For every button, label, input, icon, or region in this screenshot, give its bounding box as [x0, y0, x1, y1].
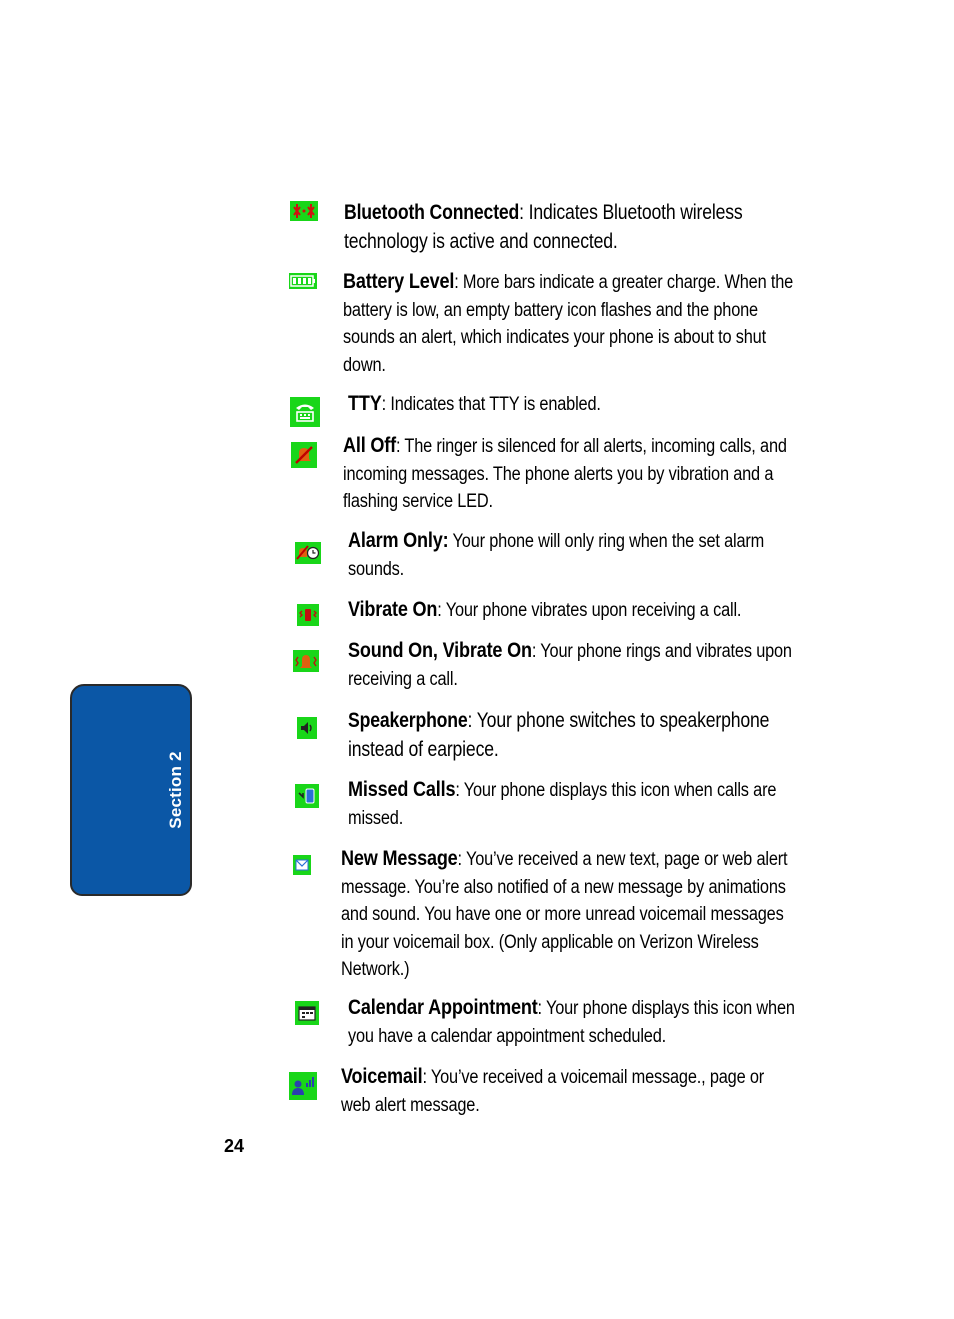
- entry-new-message: [341, 845, 797, 984]
- entry-desc: : More bars indicate a greater charge. When the battery is low, an empty battery icon flashes and the phone sounds an alert, which indicates your phone is about to shut down.: [343, 272, 794, 376]
- entry-desc: : Your phone switches to speakerphone instead of earpiece.: [348, 709, 770, 761]
- sound-on-vibrate-on-icon: [293, 650, 319, 672]
- tty-icon: [290, 397, 320, 427]
- entry-desc: : You’ve received a new text, page or web alert message. You’re also notified of a new message by animations and sound. You have one or more unread voicemail messages in your voicemail box. (Only applicable on Verizon Wireless Network.): [341, 849, 788, 980]
- entry-alarm-only: [348, 527, 795, 583]
- section-tab-label: Section 2: [166, 751, 185, 829]
- entry-desc: : Indicates that TTY is enabled.: [381, 394, 601, 415]
- entry-vibrate-on: [348, 596, 795, 625]
- entry-term: All Off: [343, 434, 396, 457]
- all-off-icon: [291, 442, 317, 468]
- entry-term: Missed Calls: [348, 778, 456, 801]
- entry-sound-on-vibrate-on: [348, 637, 795, 693]
- entry-bluetooth-connected: [344, 198, 781, 256]
- entry-desc: Your phone will only ring when the set alarm sounds.: [348, 531, 765, 580]
- entry-desc: : Indicates Bluetooth wireless technology is active and connected.: [344, 201, 743, 253]
- entry-desc: : The ringer is silenced for all alerts, incoming calls, and incoming messages. The phone alerts you by vibration and a flashing service LED.: [343, 436, 787, 512]
- new-message-icon: [293, 855, 311, 875]
- entry-desc: : Your phone rings and vibrates upon receiving a call.: [348, 641, 792, 690]
- entry-term: Calendar Appointment: [348, 996, 538, 1019]
- battery-level-icon: [289, 273, 317, 289]
- entry-tty: [348, 390, 795, 419]
- entry-speakerphone: [348, 706, 785, 764]
- vibrate-on-icon: [297, 604, 319, 626]
- entry-term: Voicemail: [341, 1065, 423, 1088]
- calendar-appointment-icon: [295, 1001, 319, 1025]
- entry-voicemail: [341, 1063, 797, 1119]
- entry-desc: : Your phone vibrates upon receiving a call.: [437, 600, 742, 621]
- entry-term: Battery Level: [343, 270, 455, 293]
- voicemail-icon: [289, 1072, 317, 1100]
- entry-calendar-appointment: [348, 994, 795, 1050]
- page-number: 24: [224, 1136, 245, 1156]
- entry-term: Sound On, Vibrate On: [348, 639, 532, 662]
- alarm-only-icon: [295, 542, 321, 564]
- entry-desc: : You’ve received a voicemail message., page or web alert message.: [341, 1067, 765, 1116]
- entry-desc: : Your phone displays this icon when calls are missed.: [348, 780, 777, 829]
- entry-battery-level: [343, 268, 795, 379]
- entry-term: New Message: [341, 847, 458, 870]
- entry-all-off: [343, 432, 795, 516]
- entry-term: Bluetooth Connected: [344, 201, 520, 224]
- speakerphone-icon: [297, 717, 317, 739]
- entry-term: TTY: [348, 392, 382, 415]
- missed-calls-icon: [295, 784, 319, 808]
- bluetooth-connected-icon: [290, 201, 318, 221]
- entry-term: Alarm Only:: [348, 529, 449, 552]
- entry-desc: : Your phone displays this icon when you have a calendar appointment scheduled.: [348, 998, 795, 1047]
- entry-term: Vibrate On: [348, 598, 438, 621]
- entry-missed-calls: [348, 776, 795, 832]
- entry-term: Speakerphone: [348, 709, 468, 732]
